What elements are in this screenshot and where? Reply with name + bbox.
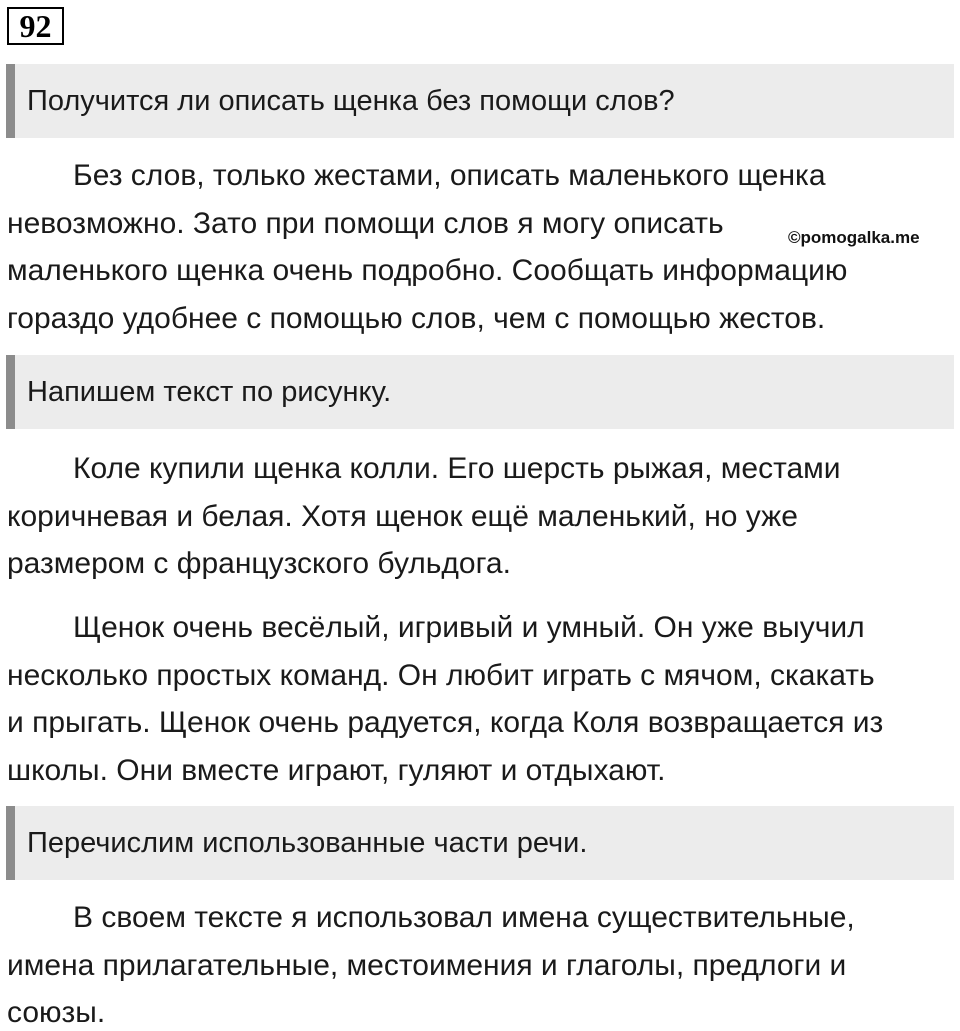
- section-heading-1: Получится ли описать щенка без помощи слов?: [6, 64, 954, 138]
- answer-paragraph-1: Без слов, только жестами, описать маленького щенка невозможно. Зато при помощи слов я могу описать маленького щенка очень подробно. Сообщать информацию гораздо удобнее с помощью слов, чем с помощью жестов.: [7, 159, 848, 335]
- section-heading-3: Перечислим использованные части речи.: [6, 806, 954, 880]
- story-paragraph-2: Щенок очень весёлый, игривый и умный. Он уже выучил несколько простых команд. Он любит играть с мячом, скакать и прыгать. Щенок очень радуется, когда Коля возвращается из школы. Они вместе играют, гуляют и отдыхают.: [7, 611, 884, 787]
- watermark-text: ©pomogalka.me: [788, 228, 920, 247]
- task-number-badge: 92: [7, 7, 64, 45]
- answer-paragraph-3: В своем тексте я использовал имена существительные, имена прилагательные, местоимения и глаголы, предлоги и союзы.: [7, 901, 855, 1029]
- section-heading-2: Напишем текст по рисунку.: [6, 355, 954, 429]
- story-paragraph-1: Коле купили щенка колли. Его шерсть рыжая, местами коричневая и белая. Хотя щенок ещё маленький, но уже размером с французского бульдога.: [7, 452, 841, 580]
